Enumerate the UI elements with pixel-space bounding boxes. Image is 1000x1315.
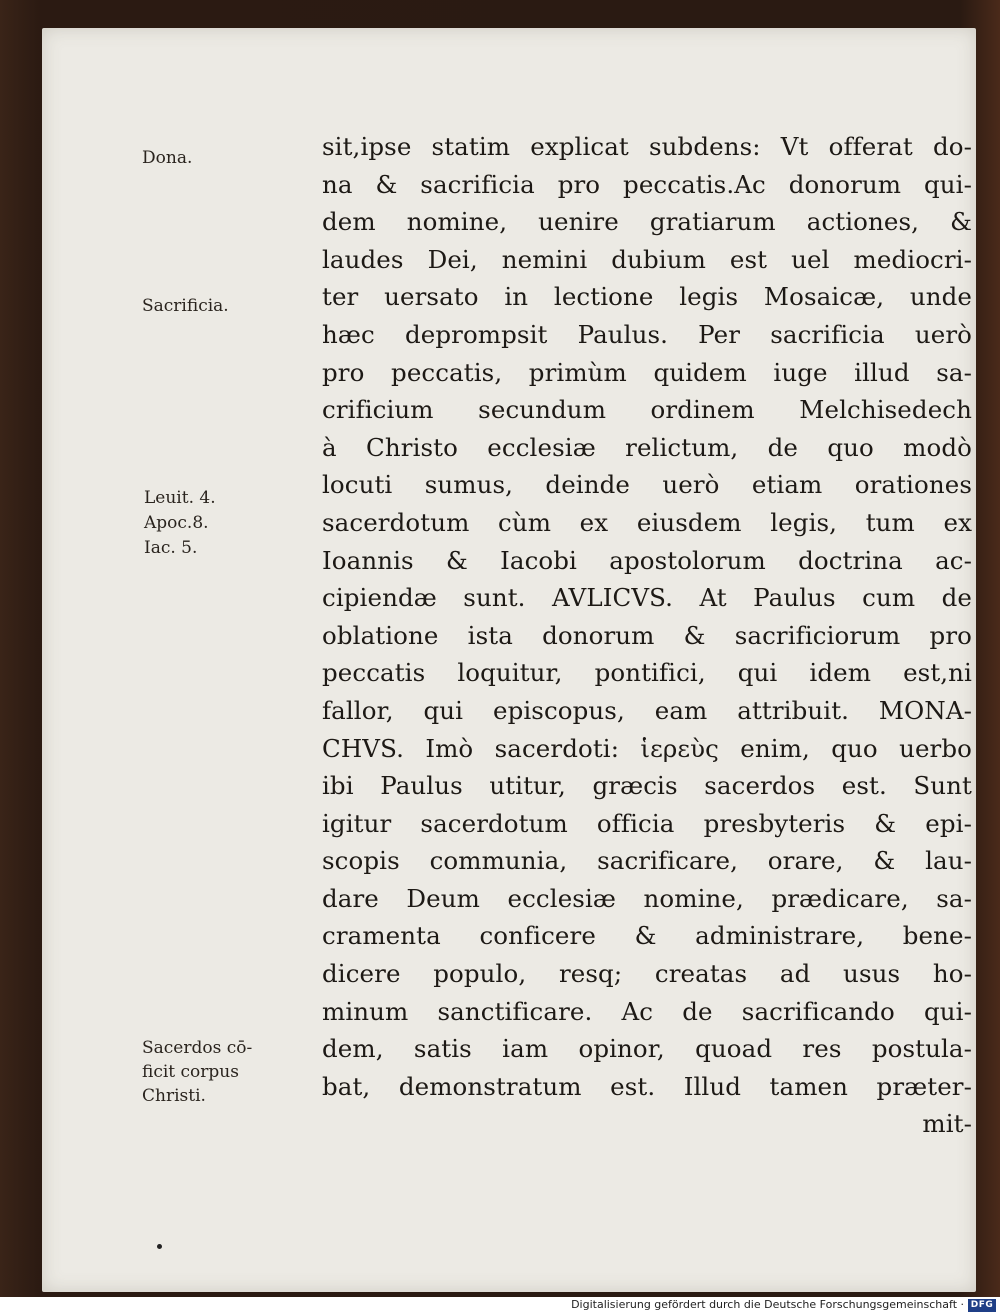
text-line: sit,ipse statim explicat subdens: Vt offerat do- — [322, 132, 972, 161]
text-line: bat, demonstratum est. Illud tamen præter- — [322, 1071, 972, 1101]
text-line: peccatis loquitur, pontifici, qui idem est,ni — [322, 658, 972, 688]
text-line: CHVS. Imò sacerdoti: ἱερεὺς enim, quo uerbo — [322, 733, 972, 763]
text-line: pro peccatis, primùm quidem iuge illud sa- — [322, 357, 972, 387]
text-line: Ioannis & Iacobi apostolorum doctrina ac- — [322, 545, 972, 575]
margin-note-sacerdos: Sacerdos cō- — [142, 1038, 253, 1058]
text-line: igitur sacerdotum officia presbyteris & epi- — [322, 808, 972, 838]
margin-note-reference: Iac. 5. — [144, 538, 198, 558]
text-line: dem nomine, uenire gratiarum actiones, & — [322, 207, 972, 237]
text-line: dem, satis iam opinor, quoad res postula- — [322, 1034, 972, 1064]
text-line: sacerdotum cùm ex eiusdem legis, tum ex — [322, 507, 972, 537]
text-line: ter uersato in lectione legis Mosaicæ, unde — [322, 282, 972, 312]
text-line: locuti sumus, deinde uerò etiam orationes — [322, 470, 972, 500]
text-line: oblatione ista donorum & sacrificiorum pro — [322, 620, 972, 650]
text-line: cramenta conficere & administrare, bene- — [322, 921, 972, 951]
text-line: dicere populo, resq; creatas ad usus ho- — [322, 959, 972, 989]
text-line: ibi Paulus utitur, græcis sacerdos est. Sunt — [322, 771, 972, 801]
text-line: cipiendæ sunt. AVLICVS. At Paulus cum de — [322, 583, 972, 613]
text-line: na & sacrificia pro peccatis.Ac donorum qui- — [322, 169, 972, 199]
margin-note-reference: Leuit. 4. — [144, 488, 216, 508]
text-line: dare Deum ecclesiæ nomine, prædicare, sa- — [322, 883, 972, 913]
text-line: fallor, qui episcopus, eam attribuit. MONA- — [322, 695, 972, 725]
text-line: à Christo ecclesiæ relictum, de quo modò — [322, 432, 972, 462]
text-line: minum sanctificare. Ac de sacrificando qui- — [322, 996, 972, 1026]
funding-notice: Digitalisierung gefördert durch die Deutsche Forschungsgemeinschaft · — [571, 1298, 964, 1311]
margin-note-reference: Apoc.8. — [144, 513, 209, 533]
dfg-logo-icon: DFG — [968, 1299, 996, 1312]
margin-note-sacerdos: Christi. — [142, 1086, 206, 1106]
footer-bar — [0, 1297, 1000, 1315]
text-line: hæc deprompsit Paulus. Per sacrificia uerò — [322, 319, 972, 349]
catchword: mit- — [922, 1109, 972, 1139]
ink-speck — [157, 1244, 162, 1249]
margin-note-dona: Dona. — [142, 148, 193, 168]
book-page — [42, 28, 976, 1292]
text-line: crificium secundum ordinem Melchisedech — [322, 395, 972, 425]
margin-note-sacerdos: ficit corpus — [142, 1062, 239, 1082]
text-line: scopis communia, sacrificare, orare, & lau- — [322, 846, 972, 876]
body-text — [322, 128, 972, 1143]
margin-note-sacrificia: Sacrificia. — [142, 296, 229, 316]
text-line: laudes Dei, nemini dubium est uel mediocri- — [322, 244, 972, 274]
